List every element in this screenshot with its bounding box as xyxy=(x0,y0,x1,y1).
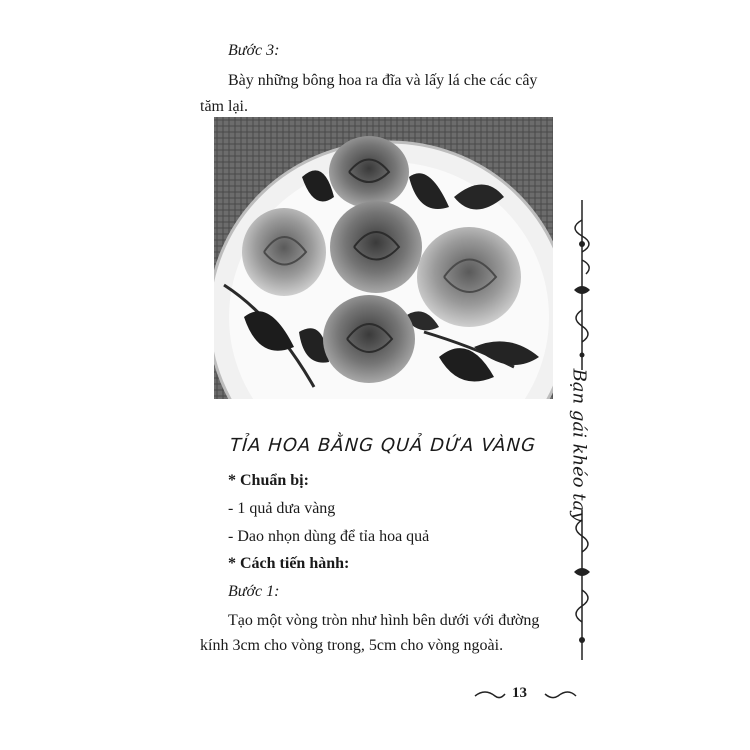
page-number: 13 xyxy=(512,685,527,701)
section-title: TỈA HOA BẰNG QUẢ DỨA VÀNG xyxy=(229,435,537,456)
step-3-label: Bước 3: xyxy=(228,42,280,59)
preparation-heading: * Chuẩn bị: xyxy=(228,472,309,489)
ingredient-item: - 1 quả dưa vàng xyxy=(228,500,336,517)
flower-plate-photo xyxy=(214,117,553,399)
plate-image xyxy=(214,117,553,399)
step-1-label: Bước 1: xyxy=(228,583,280,600)
method-heading: * Cách tiến hành: xyxy=(228,555,350,572)
sidebar-book-title xyxy=(564,368,594,522)
step-3-text-line-1: Bày những bông hoa ra đĩa và lấy lá che các cây xyxy=(228,72,538,89)
sidebar-title-text: Bạn gái khéo tay xyxy=(568,368,590,522)
step-3-text-line-2: tăm lại. xyxy=(200,98,248,115)
ingredient-item: - Dao nhọn dùng để tỉa hoa quả xyxy=(228,528,430,545)
step-1-text-line-2: kính 3cm cho vòng trong, 5cm cho vòng ngoài. xyxy=(200,637,504,654)
step-1-text-line-1: Tạo một vòng tròn như hình bên dưới với đường xyxy=(228,612,540,629)
